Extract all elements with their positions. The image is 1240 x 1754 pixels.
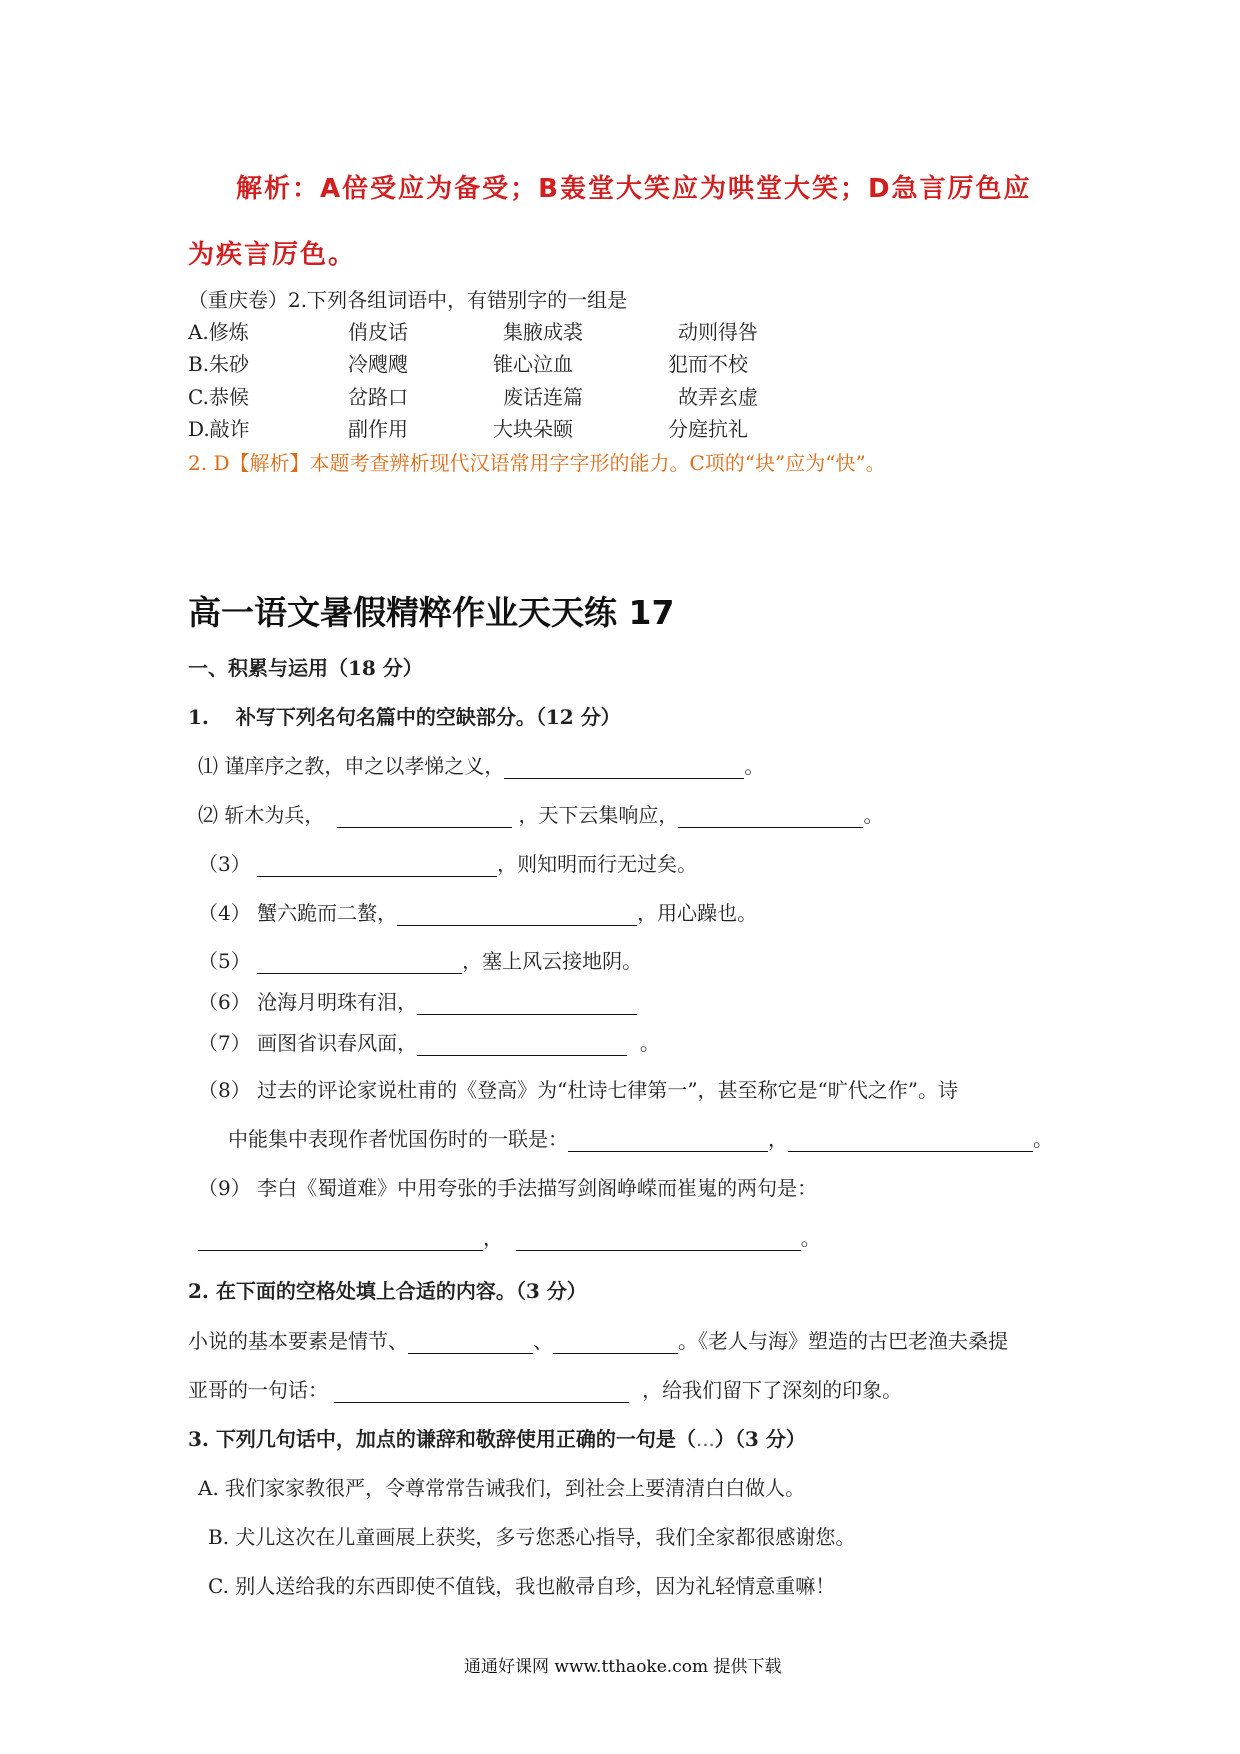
item-9-line-2 bbox=[198, 1222, 821, 1251]
option-word: 锥心泣血 bbox=[493, 352, 573, 376]
item-text: 蟹六跪而二螯， bbox=[257, 901, 398, 925]
fill-blank[interactable] bbox=[337, 805, 512, 828]
item-number: ⑴ bbox=[198, 754, 218, 778]
fill-blank[interactable] bbox=[198, 1228, 483, 1251]
question-3-option-c: C. 别人送给我的东西即使不值钱，我也敝帚自珍，因为礼轻情意重嘛！ bbox=[208, 1574, 836, 1598]
item-7 bbox=[198, 1027, 660, 1056]
item-text: 。 bbox=[863, 803, 884, 827]
fill-blank[interactable] bbox=[417, 992, 637, 1015]
item-4 bbox=[198, 897, 757, 926]
option-word: 岔路口 bbox=[348, 385, 408, 409]
question-2-heading: 2. 在下面的空格处填上合适的内容。（3 分） bbox=[188, 1279, 587, 1303]
item-9 bbox=[198, 1172, 817, 1201]
question-3-option-b: B. 犬儿这次在儿童画展上获奖，多亏您悉心指导，我们全家都很感谢您。 bbox=[208, 1525, 856, 1549]
fill-blank[interactable] bbox=[678, 805, 863, 828]
fill-blank[interactable] bbox=[257, 951, 462, 974]
item-6 bbox=[198, 986, 637, 1015]
fill-blank[interactable] bbox=[417, 1033, 627, 1056]
item-text: 。 bbox=[744, 754, 765, 778]
item-text: 。《老人与海》塑造的古巴老渔夫桑提 bbox=[678, 1329, 1008, 1353]
page-title: 高一语文暑假精粹作业天天练 17 bbox=[188, 593, 675, 632]
item-text: 沧海月明珠有泪， bbox=[257, 990, 418, 1014]
option-label: C.恭候 bbox=[188, 385, 249, 409]
option-word: 俏皮话 bbox=[348, 320, 408, 344]
item-text: 小说的基本要素是情节、 bbox=[188, 1329, 408, 1353]
answer-explanation: 2. D【解析】本题考查辨析现代汉语常用字字形的能力。C项的“块”应为“快”。 bbox=[188, 451, 886, 475]
item-text: ，用心躁也。 bbox=[637, 901, 758, 925]
option-c bbox=[188, 381, 758, 410]
item-text: 亚哥的一句话： bbox=[188, 1378, 328, 1402]
item-2 bbox=[198, 799, 883, 828]
item-1 bbox=[198, 750, 764, 779]
fill-blank[interactable] bbox=[568, 1129, 768, 1152]
option-word: 集腋成裘 bbox=[503, 320, 583, 344]
fill-blank[interactable] bbox=[397, 903, 637, 926]
item-text: 、 bbox=[533, 1329, 553, 1353]
item-text: ，则知明而行无过矣。 bbox=[497, 852, 698, 876]
item-text: 3. 下列几句话中，加点的谦辞和敬辞使用正确的一句是（ bbox=[188, 1427, 696, 1451]
option-b bbox=[188, 348, 748, 377]
question-2-line-2 bbox=[188, 1374, 902, 1403]
option-word: 冷飕飕 bbox=[348, 352, 408, 376]
item-text: ，给我们留下了深刻的印象。 bbox=[642, 1378, 903, 1402]
fill-blank[interactable] bbox=[257, 854, 497, 877]
item-text: ， bbox=[483, 1226, 503, 1250]
item-5 bbox=[198, 945, 642, 974]
option-label: D.敲诈 bbox=[188, 417, 250, 441]
item-text: 画图省识春风面， bbox=[257, 1031, 418, 1055]
item-text: ）（3 分） bbox=[714, 1427, 806, 1451]
item-number: （8） bbox=[198, 1078, 251, 1102]
item-text: 李白《蜀道难》中用夸张的手法描写剑阁峥嵘而崔嵬的两句是： bbox=[257, 1176, 818, 1200]
question-3-heading bbox=[188, 1423, 806, 1452]
option-word: 犯而不校 bbox=[668, 352, 748, 376]
item-text: ，天下云集响应， bbox=[518, 803, 679, 827]
item-number: （7） bbox=[198, 1031, 251, 1055]
option-word: 大块朵颐 bbox=[493, 417, 573, 441]
item-text: 。 bbox=[1033, 1127, 1053, 1151]
footer: 通通好课网 www.tthaoke.com 提供下载 bbox=[464, 1657, 782, 1677]
item-number: （4） bbox=[198, 901, 251, 925]
fill-blank[interactable] bbox=[553, 1331, 678, 1354]
analysis-line-2: 为疾言厉色。 bbox=[188, 240, 357, 270]
item-text: 中能集中表现作者忧国伤时的一联是： bbox=[228, 1127, 568, 1151]
item-number: （5） bbox=[198, 949, 251, 973]
option-d bbox=[188, 413, 748, 442]
question-stem: （重庆卷）2.下列各组词语中，有错别字的一组是 bbox=[188, 288, 628, 312]
item-8 bbox=[198, 1074, 958, 1103]
item-text: ， bbox=[768, 1127, 788, 1151]
fill-blank[interactable] bbox=[408, 1331, 533, 1354]
question-1-heading: 1. 补写下列名句名篇中的空缺部分。（12 分） bbox=[188, 705, 621, 729]
fill-blank[interactable] bbox=[334, 1380, 629, 1403]
analysis-line-1: 解析：A倍受应为备受；B轰堂大笑应为哄堂大笑；D急言厉色应 bbox=[236, 174, 1032, 204]
item-number: （6） bbox=[198, 990, 251, 1014]
item-text: 。 bbox=[800, 1226, 821, 1250]
fill-blank[interactable] bbox=[516, 1228, 801, 1251]
fill-blank[interactable] bbox=[504, 756, 744, 779]
item-number: （3） bbox=[198, 852, 251, 876]
item-text: 过去的评论家说杜甫的《登高》为“杜诗七律第一”，甚至称它是“旷代之作”。诗 bbox=[257, 1078, 958, 1102]
option-word: 副作用 bbox=[348, 417, 408, 441]
item-3 bbox=[198, 848, 697, 877]
option-word: 废话连篇 bbox=[503, 385, 583, 409]
part-heading: 一、积累与运用（18 分） bbox=[188, 656, 423, 680]
question-3-option-a: A. 我们家家教很严，令尊常常告诫我们，到社会上要清清白白做人。 bbox=[198, 1476, 806, 1500]
option-a bbox=[188, 316, 758, 345]
item-text: 谨庠序之教，申之以孝悌之义， bbox=[224, 754, 505, 778]
item-8-line-2 bbox=[228, 1123, 1053, 1152]
item-text: ，塞上风云接地阴。 bbox=[462, 949, 643, 973]
option-word: 动则得咎 bbox=[678, 320, 758, 344]
question-2-line-1 bbox=[188, 1325, 1008, 1354]
answer-placeholder: ... bbox=[695, 1427, 715, 1451]
option-label: A.修炼 bbox=[188, 320, 249, 344]
item-number: （9） bbox=[198, 1176, 251, 1200]
item-text: 斩木为兵， bbox=[224, 803, 325, 827]
option-word: 分庭抗礼 bbox=[668, 417, 748, 441]
option-label: B.朱砂 bbox=[188, 352, 250, 376]
option-word: 故弄玄虚 bbox=[678, 385, 758, 409]
item-text: 。 bbox=[639, 1031, 660, 1055]
item-number: ⑵ bbox=[198, 803, 218, 827]
fill-blank[interactable] bbox=[788, 1129, 1033, 1152]
